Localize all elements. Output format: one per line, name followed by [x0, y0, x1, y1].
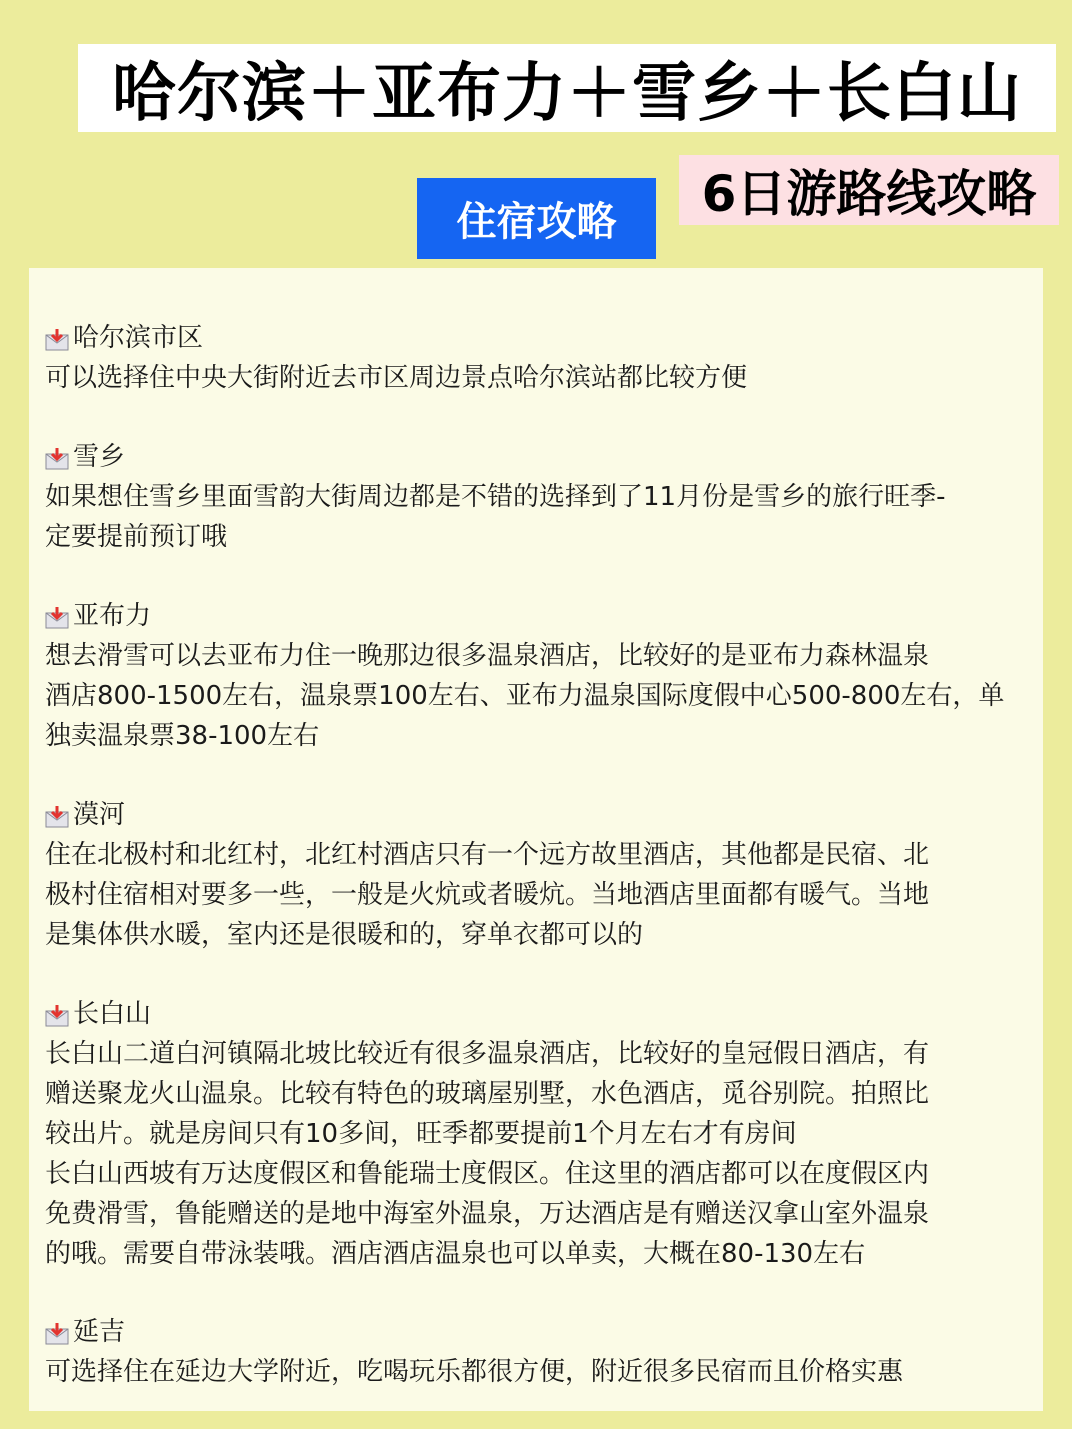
section-line: 是集体供水暖，室内还是很暖和的，穿单衣都可以的 [45, 920, 644, 950]
section-line: 独卖温泉票38-100左右 [45, 721, 320, 751]
content-card [29, 268, 1043, 1411]
section-changbaishan [45, 994, 1035, 1274]
envelope-icon [45, 1005, 69, 1027]
section-title-text: 漠河 [73, 800, 126, 830]
section-title [45, 318, 1035, 358]
section-yabuli [45, 596, 1035, 756]
section-line: 可以选择住中央大街附近去市区周边景点哈尔滨站都比较方便 [45, 363, 748, 393]
section-tag-label: 住宿攻略 [456, 199, 617, 245]
section-line: 酒店800-1500左右，温泉票100左右、亚布力温泉国际度假中心500-800左右，单 [45, 681, 1005, 711]
envelope-icon [45, 448, 69, 470]
section-line: 的哦。需要自带泳装哦。酒店酒店温泉也可以单卖，大概在80-130左右 [45, 1239, 866, 1269]
section-line: 定要提前预订哦 [45, 522, 228, 552]
section-title-text: 延吉 [73, 1317, 126, 1347]
section-title [45, 1312, 1035, 1352]
envelope-icon [45, 1323, 69, 1345]
page-subtitle: 6日游路线攻略 [701, 165, 1037, 223]
section-line: 长白山西坡有万达度假区和鲁能瑞士度假区。住这里的酒店都可以在度假区内 [45, 1159, 930, 1189]
section-xuexiang [45, 437, 1035, 557]
section-body [45, 835, 1035, 955]
section-body [45, 477, 1035, 557]
section-body [45, 1034, 1035, 1274]
section-title-text: 长白山 [73, 999, 152, 1029]
section-line: 免费滑雪，鲁能赠送的是地中海室外温泉，万达酒店是有赠送汉拿山室外温泉 [45, 1199, 930, 1229]
title-banner [78, 44, 1056, 132]
section-title [45, 437, 1035, 477]
section-line: 想去滑雪可以去亚布力住一晚那边很多温泉酒店，比较好的是亚布力森林温泉 [45, 641, 930, 671]
section-title-text: 亚布力 [73, 601, 152, 631]
section-title [45, 994, 1035, 1034]
page-title: 哈尔滨＋亚布力＋雪乡＋长白山 [112, 57, 1022, 131]
section-line: 赠送聚龙火山温泉。比较有特色的玻璃屋别墅，水色酒店，觅谷别院。拍照比 [45, 1079, 930, 1109]
section-line: 住在北极村和北红村，北红村酒店只有一个远方故里酒店，其他都是民宿、北 [45, 840, 930, 870]
section-mohe [45, 795, 1035, 955]
section-line: 极村住宿相对要多一些，一般是火炕或者暖炕。当地酒店里面都有暖气。当地 [45, 880, 930, 910]
section-harbin [45, 318, 1035, 398]
section-tag [417, 178, 656, 259]
envelope-icon [45, 607, 69, 629]
section-body [45, 1352, 1035, 1392]
section-yanji [45, 1312, 1035, 1392]
section-title [45, 596, 1035, 636]
section-title-text: 雪乡 [73, 442, 126, 472]
envelope-icon [45, 329, 69, 351]
section-line: 较出片。就是房间只有10多间，旺季都要提前1个月左右才有房间 [45, 1119, 797, 1149]
section-title [45, 795, 1035, 835]
section-line: 如果想住雪乡里面雪韵大街周边都是不错的选择到了11月份是雪乡的旅行旺季- [45, 482, 946, 512]
section-body [45, 636, 1035, 756]
envelope-icon [45, 806, 69, 828]
section-line: 长白山二道白河镇隔北坡比较近有很多温泉酒店，比较好的皇冠假日酒店，有 [45, 1039, 930, 1069]
section-line: 可选择住在延边大学附近，吃喝玩乐都很方便，附近很多民宿而且价格实惠 [45, 1357, 904, 1387]
section-body [45, 358, 1035, 398]
section-title-text: 哈尔滨市区 [73, 323, 204, 353]
subtitle-banner [679, 155, 1059, 225]
